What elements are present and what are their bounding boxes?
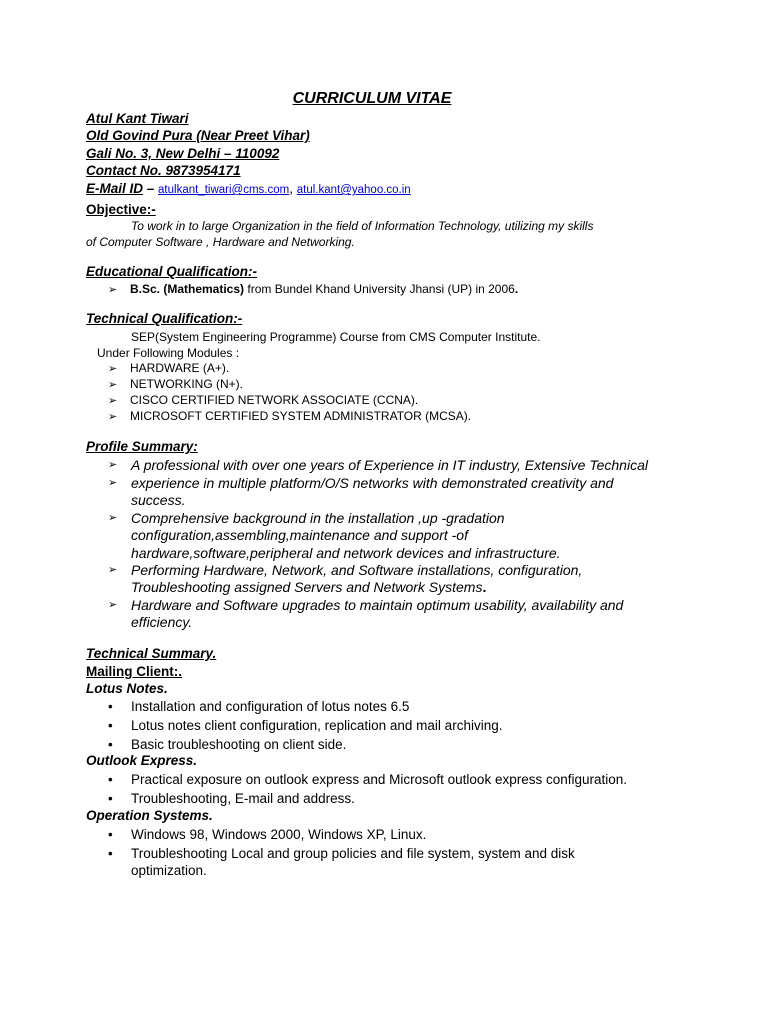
objective-line-2: of Computer Software , Hardware and Networking. bbox=[86, 235, 355, 249]
objective-line-1: To work in to large Organization in the field of Information Technology, utilizing my skills bbox=[131, 219, 594, 233]
lotus-notes-heading: Lotus Notes. bbox=[86, 681, 168, 696]
education-item bbox=[108, 282, 518, 296]
profile-text: Hardware and Software upgrades to maintain optimum usability, availability and bbox=[131, 597, 624, 613]
degree-name: B.Sc. (Mathematics) bbox=[130, 282, 245, 296]
arrow-bullet-icon: ➢ bbox=[108, 395, 118, 407]
list-item-text: Practical exposure on outlook express and Microsoft outlook express configuration. bbox=[131, 772, 628, 787]
profile-text-end: . bbox=[482, 579, 487, 595]
profile-text: Performing Hardware, Network, and Software installations, configuration, bbox=[131, 562, 583, 578]
list-item-text: optimization. bbox=[131, 863, 207, 878]
arrow-bullet-icon: ➢ bbox=[108, 363, 118, 375]
email-separator: , bbox=[289, 181, 297, 196]
profile-text: success. bbox=[131, 492, 186, 508]
profile-text: hardware,software,peripheral and network devices and infrastructure. bbox=[131, 545, 561, 561]
address-line-1: Old Govind Pura (Near Preet Vihar) bbox=[86, 128, 310, 143]
modules-label: Under Following Modules : bbox=[97, 346, 240, 360]
bullet-icon: • bbox=[108, 737, 113, 752]
profile-text: experience in multiple platform/O/S networks with demonstrated creativity and bbox=[131, 475, 614, 491]
outlook-express-heading: Outlook Express. bbox=[86, 753, 198, 768]
objective-heading: Objective:- bbox=[86, 202, 156, 217]
arrow-bullet-icon: ➢ bbox=[108, 599, 118, 611]
list-item-text: Basic troubleshooting on client side. bbox=[131, 737, 347, 752]
profile-text: configuration,assembling,maintenance and support -of bbox=[131, 527, 468, 543]
email-dash: – bbox=[143, 181, 159, 196]
arrow-bullet-icon: ➢ bbox=[108, 477, 118, 489]
list-item-text: Installation and configuration of lotus notes 6.5 bbox=[131, 699, 410, 714]
module-item bbox=[108, 361, 229, 375]
course-text: SEP(System Engineering Programme) Course from CMS Computer Institute. bbox=[131, 330, 541, 344]
list-item-text: Troubleshooting Local and group policies and file system, system and disk bbox=[131, 846, 575, 861]
list-item-text: Troubleshooting, E-mail and address. bbox=[131, 791, 355, 806]
module-text: HARDWARE (A+). bbox=[130, 361, 230, 375]
module-text: MICROSOFT CERTIFIED SYSTEM ADMINISTRATOR (MCSA). bbox=[130, 409, 472, 423]
list-item-text: Lotus notes client configuration, replication and mail archiving. bbox=[131, 718, 503, 733]
profile-text: A professional with over one years of Experience in IT industry, Extensive Technical bbox=[131, 457, 648, 473]
operation-systems-heading: Operation Systems. bbox=[86, 808, 213, 823]
profile-text: efficiency. bbox=[131, 614, 193, 630]
candidate-name: Atul Kant Tiwari bbox=[86, 111, 189, 126]
arrow-bullet-icon: ➢ bbox=[108, 284, 118, 296]
bullet-icon: • bbox=[108, 718, 113, 733]
bullet-icon: • bbox=[108, 846, 113, 861]
module-item bbox=[108, 377, 243, 391]
module-item bbox=[108, 393, 418, 407]
degree-detail: from Bundel Khand University Jhansi (UP) in 2006 bbox=[244, 282, 515, 296]
technical-heading: Technical Qualification:- bbox=[86, 311, 243, 326]
module-item bbox=[108, 409, 471, 423]
address-line-2: Gali No. 3, New Delhi – 110092 bbox=[86, 146, 280, 161]
email-link-cms[interactable]: atulkant_tiwari@cms.com bbox=[158, 184, 290, 196]
bullet-icon: • bbox=[108, 791, 113, 806]
arrow-bullet-icon: ➢ bbox=[108, 564, 118, 576]
email-line bbox=[86, 181, 411, 196]
arrow-bullet-icon: ➢ bbox=[108, 459, 118, 471]
contact-number: Contact No. 9873954171 bbox=[86, 163, 241, 178]
tech-summary-heading: Technical Summary. bbox=[86, 646, 217, 661]
profile-heading: Profile Summary: bbox=[86, 439, 198, 454]
module-text: CISCO CERTIFIED NETWORK ASSOCIATE (CCNA). bbox=[130, 393, 419, 407]
arrow-bullet-icon: ➢ bbox=[108, 411, 118, 423]
degree-end: . bbox=[514, 282, 519, 296]
education-heading: Educational Qualification:- bbox=[86, 264, 258, 279]
profile-text-part: Troubleshooting assigned Servers and Network Systems bbox=[131, 579, 483, 595]
email-label: E-Mail ID bbox=[86, 181, 144, 196]
list-item-text: Windows 98, Windows 2000, Windows XP, Linux. bbox=[131, 827, 427, 842]
bullet-icon: • bbox=[108, 699, 113, 714]
document-title: CURRICULUM VITAE bbox=[292, 90, 452, 107]
arrow-bullet-icon: ➢ bbox=[108, 379, 118, 391]
email-link-yahoo[interactable]: atul.kant@yahoo.co.in bbox=[296, 184, 411, 196]
bullet-icon: • bbox=[108, 772, 113, 787]
profile-text: Comprehensive background in the installation ,up -gradation bbox=[131, 510, 505, 526]
arrow-bullet-icon: ➢ bbox=[108, 512, 118, 524]
bullet-icon: • bbox=[108, 827, 113, 842]
profile-text bbox=[131, 579, 486, 596]
mailing-client-heading: Mailing Client:. bbox=[86, 664, 182, 679]
module-text: NETWORKING (N+). bbox=[130, 377, 243, 391]
